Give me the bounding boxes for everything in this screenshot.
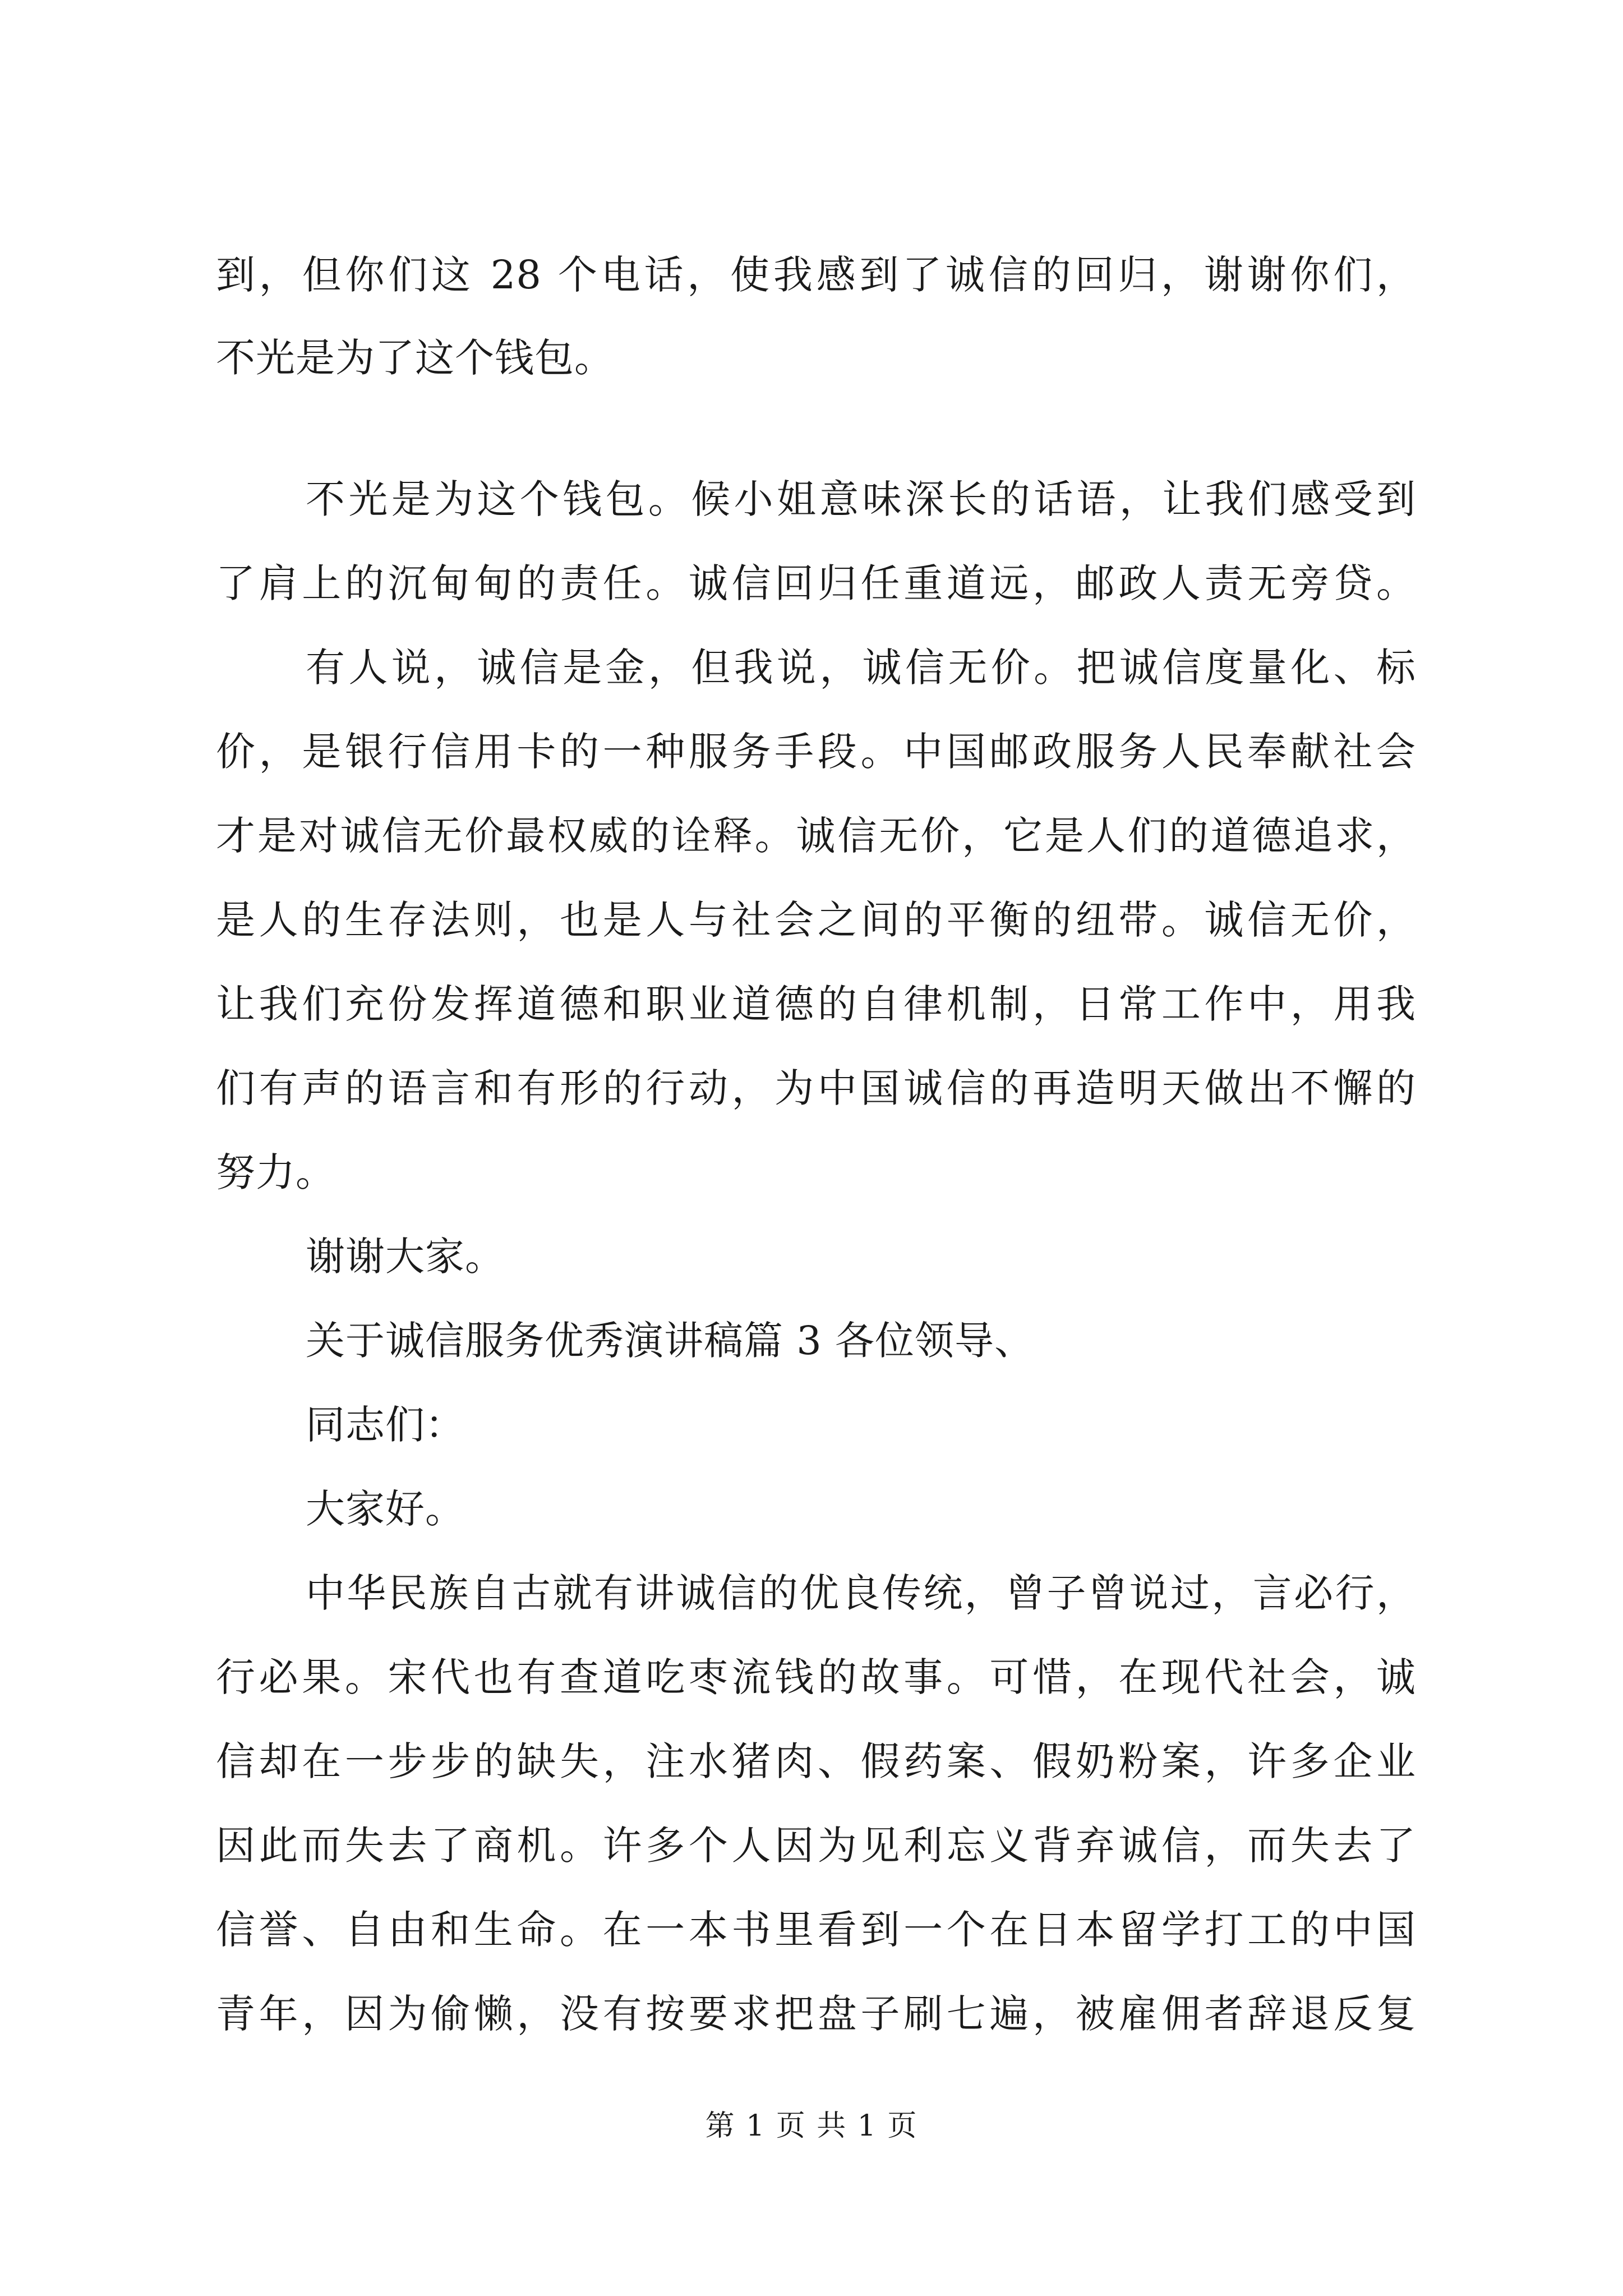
body-line: 谢谢大家。: [306, 1234, 505, 1280]
body-line: 有人说，诚信是金，但我说，诚信无价。把诚信度量化、标: [306, 645, 1416, 691]
body-line: 大家好。: [306, 1486, 465, 1532]
body-line: 青年，因为偷懒，没有按要求把盘子刷七遍，被雇佣者辞退反复: [216, 1991, 1416, 2037]
body-line: 不光是为这个钱包。候小姐意味深长的话语，让我们感受到: [306, 476, 1416, 522]
body-line: 中华民族自古就有讲诚信的优良传统，曾子曾说过，言必行，: [306, 1570, 1416, 1616]
body-line: 们有声的语言和有形的行动，为中国诚信的再造明天做出不懈的: [216, 1065, 1416, 1111]
body-line: 让我们充份发挥道德和职业道德的自律机制，日常工作中，用我: [216, 981, 1416, 1027]
body-line: 因此而失去了商机。许多个人因为见利忘义背弃诚信，而失去了: [216, 1823, 1416, 1869]
body-line: 信誉、自由和生命。在一本书里看到一个在日本留学打工的中国: [216, 1907, 1416, 1953]
section-heading: 关于诚信服务优秀演讲稿篇 3 各位领导、: [306, 1318, 1035, 1364]
body-line: 价，是银行信用卡的一种服务手段。中国邮政服务人民奉献社会: [216, 729, 1416, 775]
page-number-footer: 第 1 页 共 1 页: [705, 2109, 918, 2143]
body-line: 同志们：: [306, 1402, 465, 1448]
body-line: 努力。: [216, 1149, 335, 1195]
body-line: 信却在一步步的缺失，注水猪肉、假药案、假奶粉案，许多企业: [216, 1738, 1416, 1784]
body-line: 了肩上的沉甸甸的责任。诚信回归任重道远，邮政人责无旁贷。: [216, 560, 1416, 606]
body-line: 到，但你们这 28 个电话，使我感到了诚信的回归，谢谢你们，: [216, 252, 1416, 298]
body-line: 才是对诚信无价最权威的诠释。诚信无价，它是人们的道德追求，: [216, 813, 1416, 859]
body-line: 行必果。宋代也有查道吃枣流钱的故事。可惜，在现代社会，诚: [216, 1654, 1416, 1700]
body-line: 不光是为了这个钱包。: [216, 335, 614, 381]
body-line: 是人的生存法则，也是人与社会之间的平衡的纽带。诚信无价，: [216, 897, 1416, 943]
